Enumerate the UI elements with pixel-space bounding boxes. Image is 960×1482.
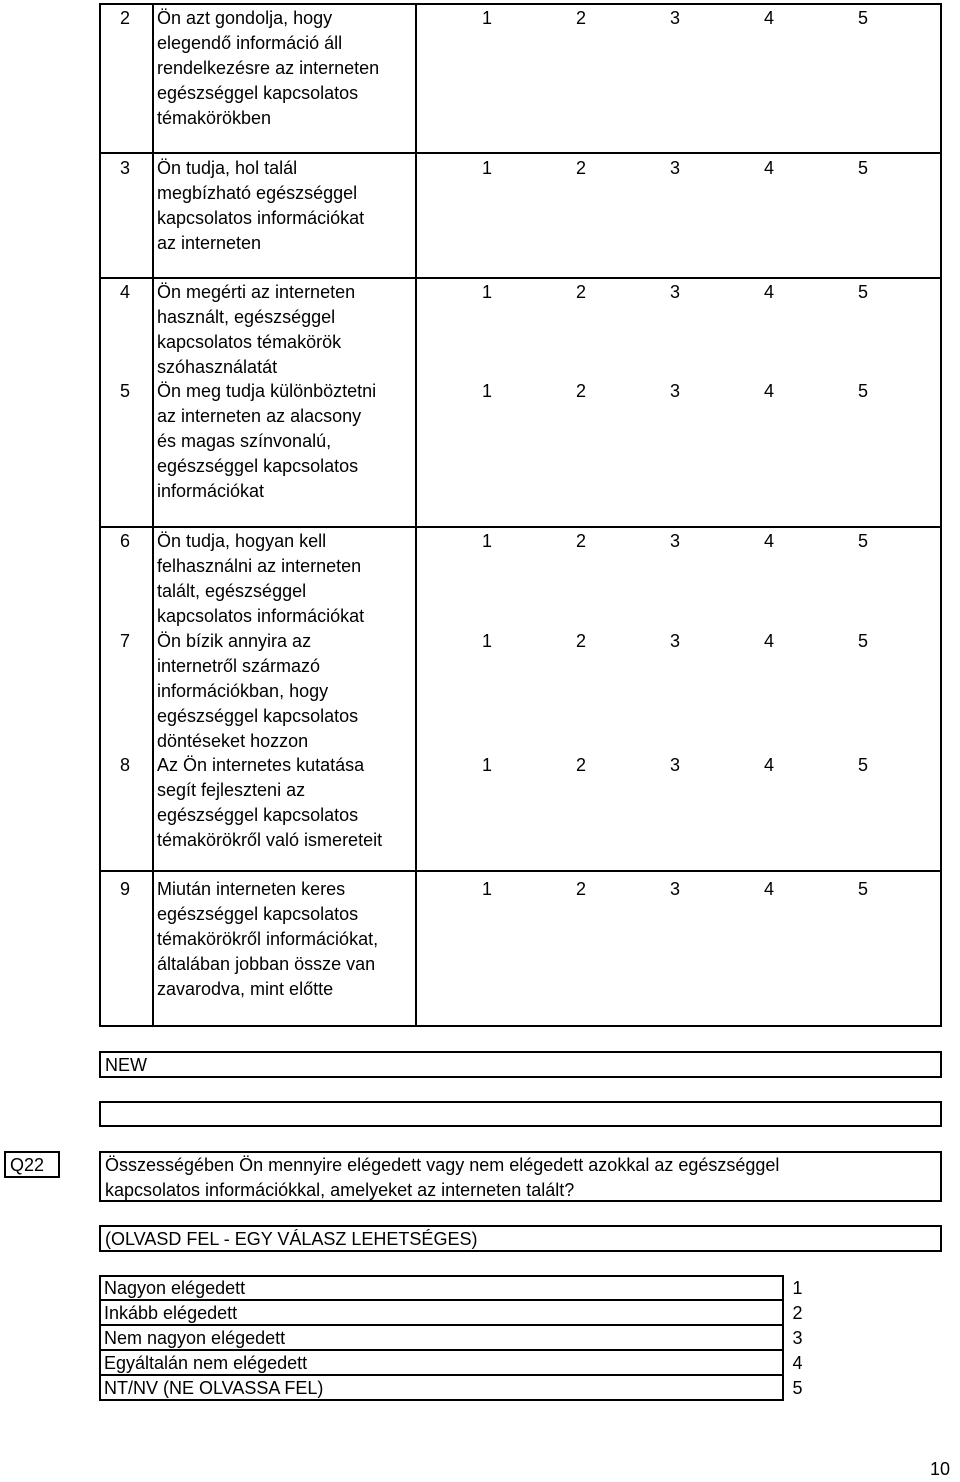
scale-option[interactable]: 3 [669,755,680,775]
question-number: 3 [120,158,131,178]
rating-scale [440,877,910,902]
table-divider [99,277,942,279]
empty-box [99,1101,942,1127]
scale-option[interactable]: 2 [575,879,586,899]
scale-option[interactable]: 5 [857,381,868,401]
question-number: 8 [120,755,131,775]
scale-option[interactable]: 4 [763,381,774,401]
question-number: 6 [120,531,131,551]
scale-option[interactable]: 1 [481,381,492,401]
scale-option[interactable]: 5 [857,531,868,551]
scale-option[interactable]: 5 [857,158,868,178]
rating-scale [440,6,910,31]
question-text: Az Ön internetes kutatása segít fejleszteni az egészséggel kapcsolatos témakörökről való ismereteit [157,755,383,850]
scale-option[interactable]: 3 [669,8,680,28]
rating-scale [440,529,910,554]
scale-option[interactable]: 5 [857,879,868,899]
question-text: Miután interneten keres egészséggel kapcsolatos témakörökről információkat, általában jobban össze van zavarodva, mint előtte [157,879,379,999]
question-text: Ön megérti az interneten használt, egészséggel kapcsolatos témakörök szóhasználatát [157,282,356,377]
scale-option[interactable]: 5 [857,631,868,651]
rating-scale [440,280,910,305]
instruction-box [99,1225,942,1252]
question-number: 2 [120,8,131,28]
scale-option[interactable]: 2 [575,158,586,178]
table-divider [99,526,942,528]
question-code: Q22 [10,1155,45,1175]
question-text: Ön azt gondolja, hogy elegendő információ áll rendelkezésre az interneten egészséggel kapcsolatos témakörökben [157,8,380,128]
scale-option[interactable]: 3 [669,879,680,899]
scale-option[interactable]: 2 [575,531,586,551]
scale-option[interactable]: 1 [481,531,492,551]
rating-scale [440,629,910,654]
scale-option[interactable]: 2 [575,381,586,401]
question-text: Ön tudja, hol talál megbízható egészséggel kapcsolatos információkat az interneten [157,158,365,253]
scale-option[interactable]: 3 [669,158,680,178]
question-text: Ön meg tudja különböztetni az interneten az alacsony és magas színvonalú, egészséggel kapcsolatos információkat [157,381,377,501]
question-text-box [99,1151,942,1202]
question-number: 4 [120,282,131,302]
table-divider [99,870,942,872]
new-label: NEW [105,1055,147,1075]
scale-option[interactable]: 1 [481,158,492,178]
rating-scale [440,753,910,778]
scale-option[interactable]: 4 [763,282,774,302]
table-divider [415,3,417,1027]
answer-option[interactable] [100,1326,783,1351]
scale-option[interactable]: 1 [481,282,492,302]
option-label: Inkább elégedett [104,1303,238,1323]
scale-option[interactable]: 3 [669,282,680,302]
option-code[interactable]: 2 [792,1303,803,1323]
question-number: 9 [120,879,131,899]
scale-option[interactable]: 1 [481,755,492,775]
scale-option[interactable]: 3 [669,531,680,551]
question-number: 5 [120,381,131,401]
scale-option[interactable]: 1 [481,8,492,28]
scale-option[interactable]: 2 [575,8,586,28]
answer-option[interactable] [100,1376,783,1401]
scale-option[interactable]: 5 [857,282,868,302]
option-label: NT/NV (NE OLVASSA FEL) [104,1378,324,1398]
option-code[interactable]: 5 [792,1378,803,1398]
answer-option[interactable] [100,1276,783,1301]
option-label: Egyáltalán nem elégedett [104,1353,308,1373]
instruction-text: (OLVASD FEL - EGY VÁLASZ LEHETSÉGES) [105,1229,478,1249]
question-number: 7 [120,631,131,651]
scale-option[interactable]: 2 [575,755,586,775]
scale-option[interactable]: 4 [763,531,774,551]
scale-option[interactable]: 4 [763,631,774,651]
question-text: Ön bízik annyira az internetről származó információkban, hogy egészséggel kapcsolatos döntéseket hozzon [157,631,359,751]
question-text: Összességében Ön mennyire elégedett vagy nem elégedett azokkal az egészséggel kapcsolatos információkkal, amelyeket az interneten talált? [105,1155,780,1200]
option-code[interactable]: 4 [792,1353,803,1373]
scale-option[interactable]: 4 [763,879,774,899]
page-number: 10 [930,1459,951,1479]
question-code-box [4,1151,60,1178]
option-code[interactable]: 3 [792,1328,803,1348]
scale-option[interactable]: 1 [481,879,492,899]
option-label: Nagyon elégedett [104,1278,246,1298]
scale-option[interactable]: 5 [857,755,868,775]
scale-option[interactable]: 4 [763,8,774,28]
scale-option[interactable]: 1 [481,631,492,651]
question-text: Ön tudja, hogyan kell felhasználni az interneten talált, egészséggel kapcsolatos információkat [157,531,365,626]
scale-option[interactable]: 3 [669,381,680,401]
scale-option[interactable]: 5 [857,8,868,28]
scale-option[interactable]: 2 [575,282,586,302]
scale-option[interactable]: 2 [575,631,586,651]
rating-scale [440,156,910,181]
option-code[interactable]: 1 [792,1278,803,1298]
table-divider [99,152,942,154]
table-divider [152,3,154,1027]
new-marker-box [99,1051,942,1078]
scale-option[interactable]: 3 [669,631,680,651]
answer-option[interactable] [100,1301,783,1326]
scale-option[interactable]: 4 [763,755,774,775]
option-label: Nem nagyon elégedett [104,1328,286,1348]
answer-option[interactable] [100,1351,783,1376]
rating-scale [440,379,910,404]
scale-option[interactable]: 4 [763,158,774,178]
